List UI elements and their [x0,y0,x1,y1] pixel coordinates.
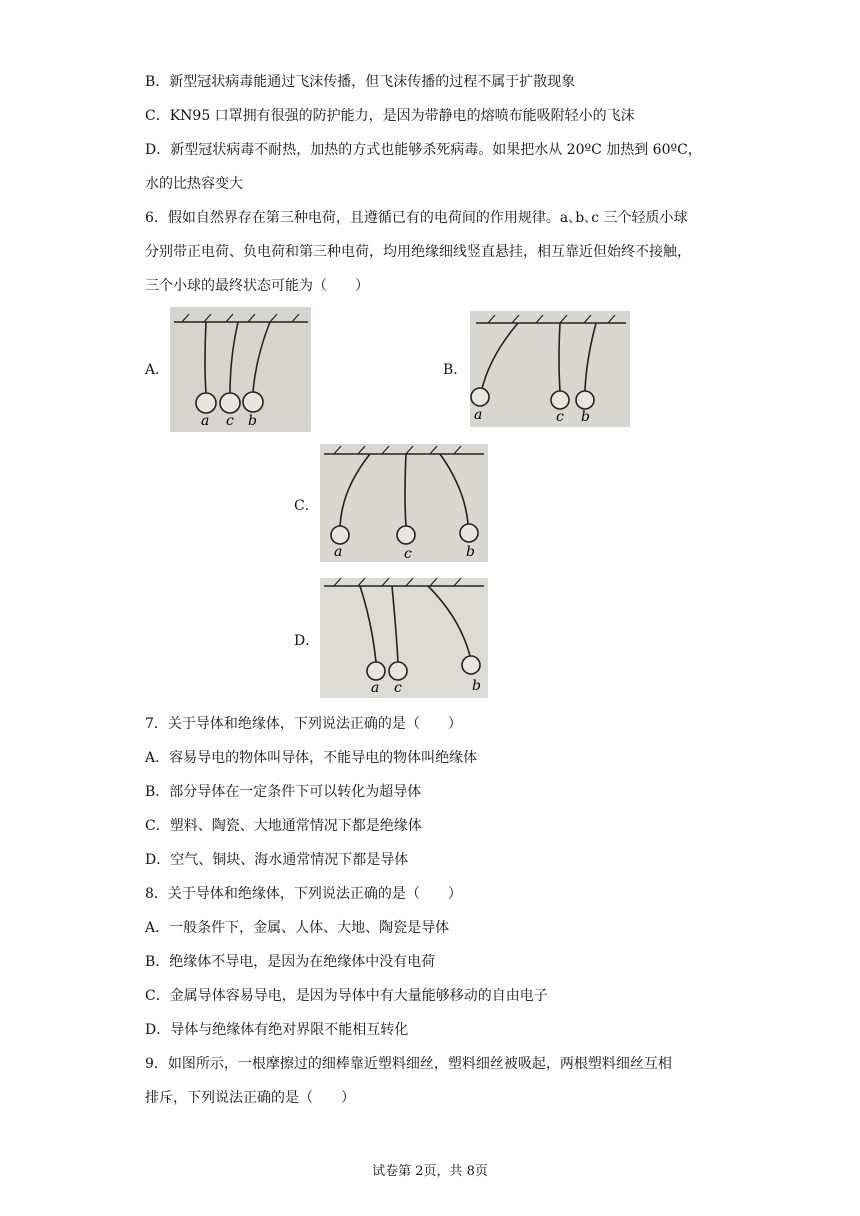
ball-label-c: c [394,680,402,696]
ball-label-c: c [404,546,412,562]
q7-option-b: B．部分导体在一定条件下可以转化为超导体 [145,784,422,800]
q7-option-d: D．空气、铜块、海水通常情况下都是导体 [145,852,409,868]
q6-option-b-label: B． [443,362,468,378]
ball-label-c: c [556,409,564,425]
ball-label-c: c [226,413,234,429]
q6-option-d-label: D． [294,633,320,649]
page-footer: 试卷第 2页，共 8页 [372,1164,488,1179]
q8-option-a: A．一般条件下，金属、人体、大地、陶瓷是导体 [145,920,450,936]
ball-label-a: a [371,680,380,696]
q5-option-c: C．KN95 口罩拥有很强的防护能力，是因为带静电的熔喷布能吸附轻小的飞沫 [145,108,635,124]
q7-option-a: A．容易导电的物体叫导体，不能导电的物体叫绝缘体 [145,750,478,766]
q5-option-b: B．新型冠状病毒能通过飞沫传播，但飞沫传播的过程不属于扩散现象 [145,74,576,90]
ball-label-a: a [334,544,343,560]
q5-option-d-cont: 水的比热容变大 [145,176,243,192]
ball-label-b: b [466,544,475,560]
q6-stem-2: 分别带正电荷、负电荷和第三种电荷，均用绝缘细线竖直悬挂，相互靠近但始终不接触， [145,244,691,260]
ball-label-a: a [201,413,210,429]
ball-label-b: b [248,413,257,429]
ball-label-b: b [472,678,481,694]
figure-option-b [470,311,630,427]
q9-stem-2: 排斥，下列说法正确的是（ ） [145,1090,355,1106]
q8-option-c: C．金属导体容易导电，是因为导体中有大量能够移动的自由电子 [145,988,548,1004]
q8-stem: 8．关于导体和绝缘体，下列说法正确的是（ ） [145,886,462,902]
figure-option-c [320,444,488,562]
q6-option-c-label: C． [294,498,319,514]
q6-stem-1: 6．假如自然界存在第三种电荷，且遵循已有的电荷间的作用规律。a､b､c 三个轻质小球 [145,210,688,226]
q8-option-b: B．绝缘体不导电，是因为在绝缘体中没有电荷 [145,954,436,970]
figure-option-d [320,578,488,698]
q7-option-c: C．塑料、陶瓷、大地通常情况下都是绝缘体 [145,818,422,834]
q7-stem: 7．关于导体和绝缘体，下列说法正确的是（ ） [145,716,462,732]
q6-stem-3: 三个小球的最终状态可能为（ ） [145,278,369,294]
figure-option-a [170,307,311,432]
q5-option-d: D．新型冠状病毒不耐热，加热的方式也能够杀死病毒。如果把水从 20ºC 加热到 60ºC， [145,142,702,158]
q6-option-a-label: A． [145,362,170,378]
ball-label-b: b [581,409,590,425]
q8-option-d: D．导体与绝缘体有绝对界限不能相互转化 [145,1022,409,1038]
q9-stem-1: 9．如图所示，一根摩擦过的细棒靠近塑料细丝，塑料细丝被吸起，两根塑料细丝互相 [145,1056,672,1072]
ball-label-a: a [474,407,483,423]
